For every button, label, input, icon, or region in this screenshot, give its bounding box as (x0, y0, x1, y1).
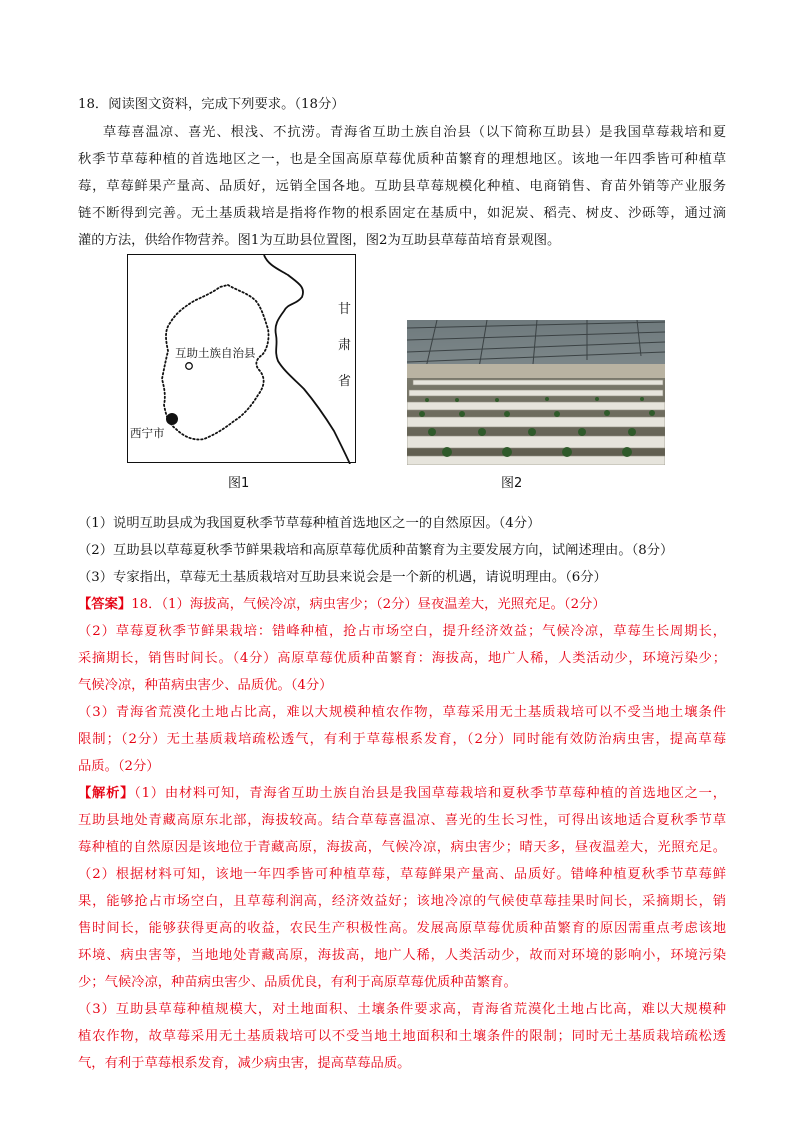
sub-question-3: （3）专家指出，草莓无土基质栽培对互助县来说会是一个新的机遇，请说明理由。（6分） (78, 570, 607, 585)
analysis-line-2: 互助县地处青藏高原东北部，海拔较高。结合草莓喜温凉、喜光的生长习性，可得出该地适合夏秋季节草 (78, 813, 726, 828)
province-char-2: 肃 (338, 338, 352, 353)
analysis-line-6: 售时间长，能够获得更高的收益，农民生产积极性高。发展高原草莓优质种苗繁育的原因需重点考虑该地 (78, 921, 726, 936)
material-line-2: 秋季节草莓种植的首选地区之一，也是全国高原草莓优质种苗繁育的理想地区。该地一年四季皆可种植草 (78, 152, 726, 167)
answer-line-6: 限制；（2分）无土基质栽培疏松透气，有利于草莓根系发育，（2分）同时能有效防治病虫害，提高草莓 (78, 732, 726, 747)
province-char-3: 省 (338, 374, 352, 389)
analysis-line-9: （3）互助县草莓种植规模大，对土地面积、土壤条件要求高，青海省荒漠化土地占比高，难以大规模种 (78, 1002, 726, 1017)
analysis-line-1 (78, 784, 726, 804)
county-seat-marker (186, 363, 193, 370)
figure1-caption: 图1 (228, 476, 250, 491)
analysis-line-4: （2）根据材料可知，该地一年四季皆可种植草莓，草莓鲜果产量高、品质好。错峰种植夏秋季节草莓鲜 (78, 867, 726, 882)
analysis-text-1: （1）由材料可知，青海省互助土族自治县是我国草莓栽培和夏秋季节草莓种植的首选地区之一， (134, 786, 727, 801)
analysis-line-11: 气，有利于草莓根系发育，减少病虫害，提高草莓品质。 (78, 1056, 411, 1071)
material-line-4: 链不断得到完善。无土基质栽培是指将作物的根系固定在基质中，如泥炭、稻壳、树皮、沙砾等，通过滴 (78, 206, 726, 221)
figure2-caption: 图2 (501, 476, 523, 491)
analysis-line-7: 环境、病虫害等，当地地处青藏高原，海拔高，地广人稀，人类活动少，故而对环境的影响小，环境污染 (78, 948, 726, 963)
sub-question-1: （1）说明互助县成为我国夏秋季节草莓种植首选地区之一的自然原因。（4分） (78, 516, 541, 531)
xining-marker (166, 413, 178, 425)
answer-line-7: 品质。（2分） (78, 759, 160, 774)
greenhouse-illustration (407, 320, 665, 465)
answer-line-3: 采摘期长，销售时间长。（4分）高原草莓优质种苗繁育：海拔高，地广人稀，人类活动少，环境污染少； (78, 651, 726, 666)
analysis-line-10: 植农作物，故草莓采用无土基质栽培可以不受当地土地面积和土壤条件的限制；同时无土基质栽培疏松透 (78, 1029, 726, 1044)
answer-tag: 【答案】 (78, 597, 132, 612)
answer-text-1: 18．（1）海拔高，气候冷凉，病虫害少；（2分）昼夜温差大，光照充足。（2分） (131, 597, 606, 612)
answer-line-1 (78, 595, 726, 615)
material-line-3: 莓，草莓鲜果产量高、品质好，远销全国各地。互助县草莓规模化种植、电商销售、育苗外销等产业服务 (78, 179, 726, 194)
analysis-line-5: 果，能够抢占市场空白，且草莓利润高，经济效益好；该地冷凉的气候使草莓挂果时间长，采摘期长，销 (78, 894, 726, 909)
analysis-line-3: 莓种植的自然原因是该地位于青藏高原，海拔高，气候冷凉，病虫害少；晴天多，昼夜温差大，光照充足。 (78, 840, 726, 855)
material-line-5: 灌的方法，供给作物营养。图1为互助县位置图，图2为互助县草莓苗培育景观图。 (78, 233, 561, 248)
answer-line-2: （2）草莓夏秋季节鲜果栽培：错峰种植，抢占市场空白，提升经济效益；气候冷凉，草莓生长周期长， (78, 624, 726, 639)
city-label: 西宁市 (130, 426, 165, 440)
material-line-1: 草莓喜温凉、喜光、根浅、不抗涝。青海省互助土族自治县（以下简称互助县）是我国草莓栽培和夏 (103, 125, 726, 140)
answer-line-5: （3）青海省荒漠化土地占比高，难以大规模种植农作物，草莓采用无土基质栽培可以不受当地土壤条件 (78, 705, 726, 720)
province-char-1: 甘 (338, 302, 352, 317)
county-label: 互助土族自治县 (175, 346, 256, 360)
answer-line-4: 气候冷凉，种苗病虫害少、品质优。（4分） (78, 678, 333, 693)
analysis-tag: 【解析】 (78, 786, 135, 801)
greenhouse-photo (407, 320, 665, 465)
question-header: 18．阅读图文资料，完成下列要求。（18分） (78, 97, 345, 112)
analysis-line-8: 少；气候冷凉，种苗病虫害少、品质优良，有利于高原草莓优质种苗繁育。 (78, 975, 517, 990)
sub-question-2: （2）互助县以草莓夏秋季节鲜果栽培和高原草莓优质种苗繁育为主要发展方向，试阐述理由。（8分） (78, 543, 674, 558)
